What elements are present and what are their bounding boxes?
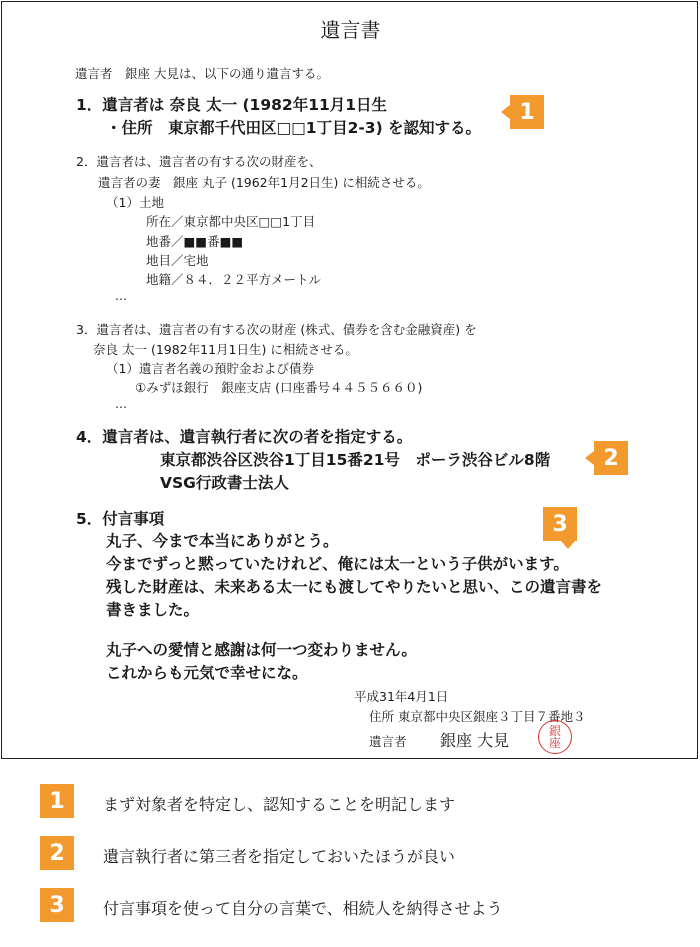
remarks-line: 丸子への愛情と感謝は何一つ変わりません。 [106, 641, 417, 659]
clause2-detail: 所在／東京都中央区□□1丁目 [146, 214, 316, 229]
legend-item [40, 888, 680, 924]
clause2-detail: 地番／■■番■■ [146, 234, 244, 249]
clause3-line2: 奈良 太一 (1982年11月1日生) に相続させる。 [93, 342, 358, 357]
clause4-line2: 東京都渋谷区渋谷1丁目15番21号 ポーラ渋谷ビル8階 [160, 451, 551, 469]
clause3-detail: ①みずほ銀行 銀座支店 (口座番号４４５５６６０) [135, 380, 423, 395]
seal-char: 銀 [548, 724, 561, 738]
signer-address: 住所 東京都中央区銀座３丁目７番地３ [369, 709, 586, 724]
hanko-seal [538, 720, 572, 754]
badge-1: 1 [510, 95, 544, 129]
remarks-line: 残した財産は、未来ある太一にも渡してやりたいと思い、この遺言書を [106, 578, 603, 596]
legend-item [40, 836, 680, 872]
clause4-line3: VSG行政書士法人 [160, 474, 289, 492]
legend-text: 付言事項を使って自分の言葉で、相続人を納得させよう [103, 899, 503, 918]
intro-text: 遺言者 銀座 大見は、以下の通り遺言する。 [75, 66, 329, 81]
document-title: 遺言書 [320, 18, 381, 42]
clause1-line2: ・住所 東京都千代田区□□1丁目2-3) を認知する。 [106, 119, 482, 137]
remarks-line: 今までずっと黙っていたけれど、俺には太一という子供がいます。 [106, 555, 569, 573]
clause3-line1: 3．遺言者は、遺言者の有する次の財産 (株式、債券を含む金融資産) を [76, 322, 477, 337]
clause2-line2: 遺言者の妻 銀座 丸子 (1962年1月2日生) に相続させる。 [98, 175, 430, 190]
legend-text: まず対象者を特定し、認知することを明記します [103, 795, 456, 814]
remarks-line: 丸子、今まで本当にありがとう。 [106, 532, 339, 550]
badge-3: 3 [543, 507, 577, 541]
legend-badge-1: 1 [40, 784, 74, 818]
clause2-detail: 地目／宅地 [146, 253, 209, 268]
clause3-ellipsis: … [115, 397, 128, 411]
document-date: 平成31年4月1日 [354, 689, 449, 704]
will-document [1, 1, 698, 759]
remarks-line: 書きました。 [106, 601, 200, 619]
seal-char: 座 [548, 736, 561, 750]
clause3-item: （1）遺言者名義の預貯金および債券 [106, 361, 314, 376]
legend-badge-2: 2 [40, 836, 74, 870]
clause2-line1: 2．遺言者は、遺言者の有する次の財産を、 [76, 154, 322, 169]
clause2-detail: 地籍／８４．２２平方メートル [146, 272, 322, 287]
clause1-line1: 1．遺言者は 奈良 太一 (1982年11月1日生 [76, 96, 388, 114]
legend-badge-3: 3 [40, 888, 74, 922]
remarks-line: これからも元気で幸せにな。 [106, 664, 308, 682]
badge-2: 2 [594, 441, 628, 475]
clause2-ellipsis: … [115, 289, 128, 303]
clause4-line1: 4．遺言者は、遺言執行者に次の者を指定する。 [76, 428, 413, 446]
legend-text: 遺言執行者に第三者を指定しておいたほうが良い [103, 847, 456, 866]
clause2-item: （1）土地 [106, 195, 164, 210]
clause5-heading: 5．付言事項 [76, 510, 165, 528]
legend-item [40, 784, 680, 820]
signer-label: 遺言者 [369, 734, 407, 749]
signer-name: 銀座 大見 [440, 731, 510, 750]
